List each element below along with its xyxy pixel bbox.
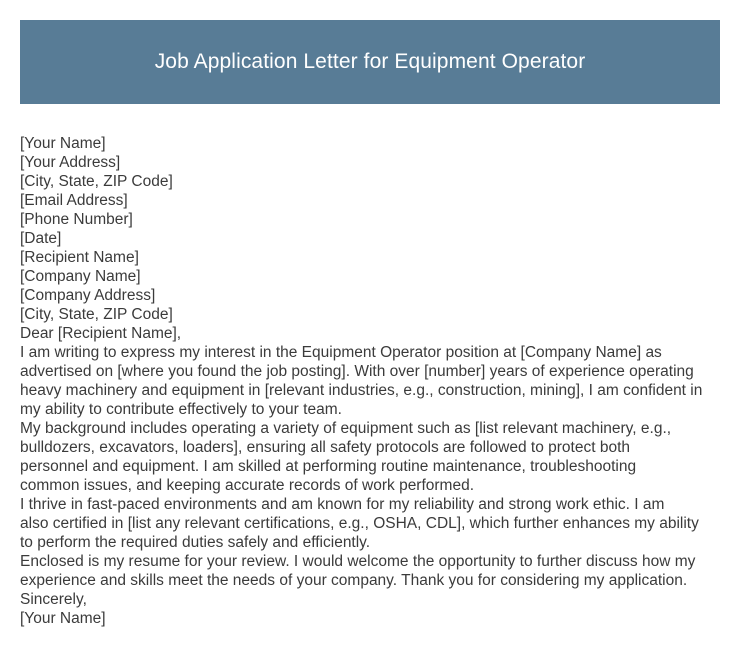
paragraph-line: advertised on [where you found the job posting]. With over [number] years of experience operating [20,363,694,380]
recipient-name: [Recipient Name] [20,249,139,266]
paragraph-line: bulldozers, excavators, loaders], ensuring all safety protocols are followed to protect both [20,439,630,456]
company-city-state-zip: [City, State, ZIP Code] [20,306,173,323]
paragraph-line: I thrive in fast-paced environments and am known for my reliability and strong work ethic. I am [20,496,665,513]
company-address: [Company Address] [20,287,156,304]
paragraph-line: common issues, and keeping accurate records of work performed. [20,477,475,494]
company-name: [Company Name] [20,268,141,285]
paragraph-line: My background includes operating a variety of equipment such as [list relevant machinery, e.g., [20,420,672,437]
paragraph-line: to perform the required duties safely and efficiently. [20,534,371,551]
paragraph-closing [20,552,722,590]
paragraph-interest [20,343,722,419]
paragraph-background [20,419,722,495]
sender-email: [Email Address] [20,192,128,209]
paragraph-line: I am writing to express my interest in the Equipment Operator position at [Company Name] as [20,344,662,361]
header-banner [20,20,720,104]
sender-phone: [Phone Number] [20,211,133,228]
closing: Sincerely, [20,591,87,608]
sender-city-state-zip: [City, State, ZIP Code] [20,173,173,190]
letter-date: [Date] [20,230,62,247]
paragraph-line: my ability to contribute effectively to your team. [20,401,342,418]
page-title: Job Application Letter for Equipment Operator [154,50,586,73]
paragraph-line: also certified in [list any relevant certifications, e.g., OSHA, CDL], which further enhances my ability [20,515,699,532]
paragraph-line: Enclosed is my resume for your review. I would welcome the opportunity to further discuss how my [20,553,696,570]
sender-address: [Your Address] [20,154,121,171]
salutation: Dear [Recipient Name], [20,325,182,342]
paragraph-line: heavy machinery and equipment in [relevant industries, e.g., construction, mining], I am confident in [20,382,703,399]
sender-name: [Your Name] [20,135,106,152]
signature: [Your Name] [20,610,106,627]
paragraph-qualities [20,495,722,552]
paragraph-line: experience and skills meet the needs of your company. Thank you for considering my application. [20,572,688,589]
letter-body [20,134,722,628]
paragraph-line: personnel and equipment. I am skilled at performing routine maintenance, troubleshooting [20,458,637,475]
